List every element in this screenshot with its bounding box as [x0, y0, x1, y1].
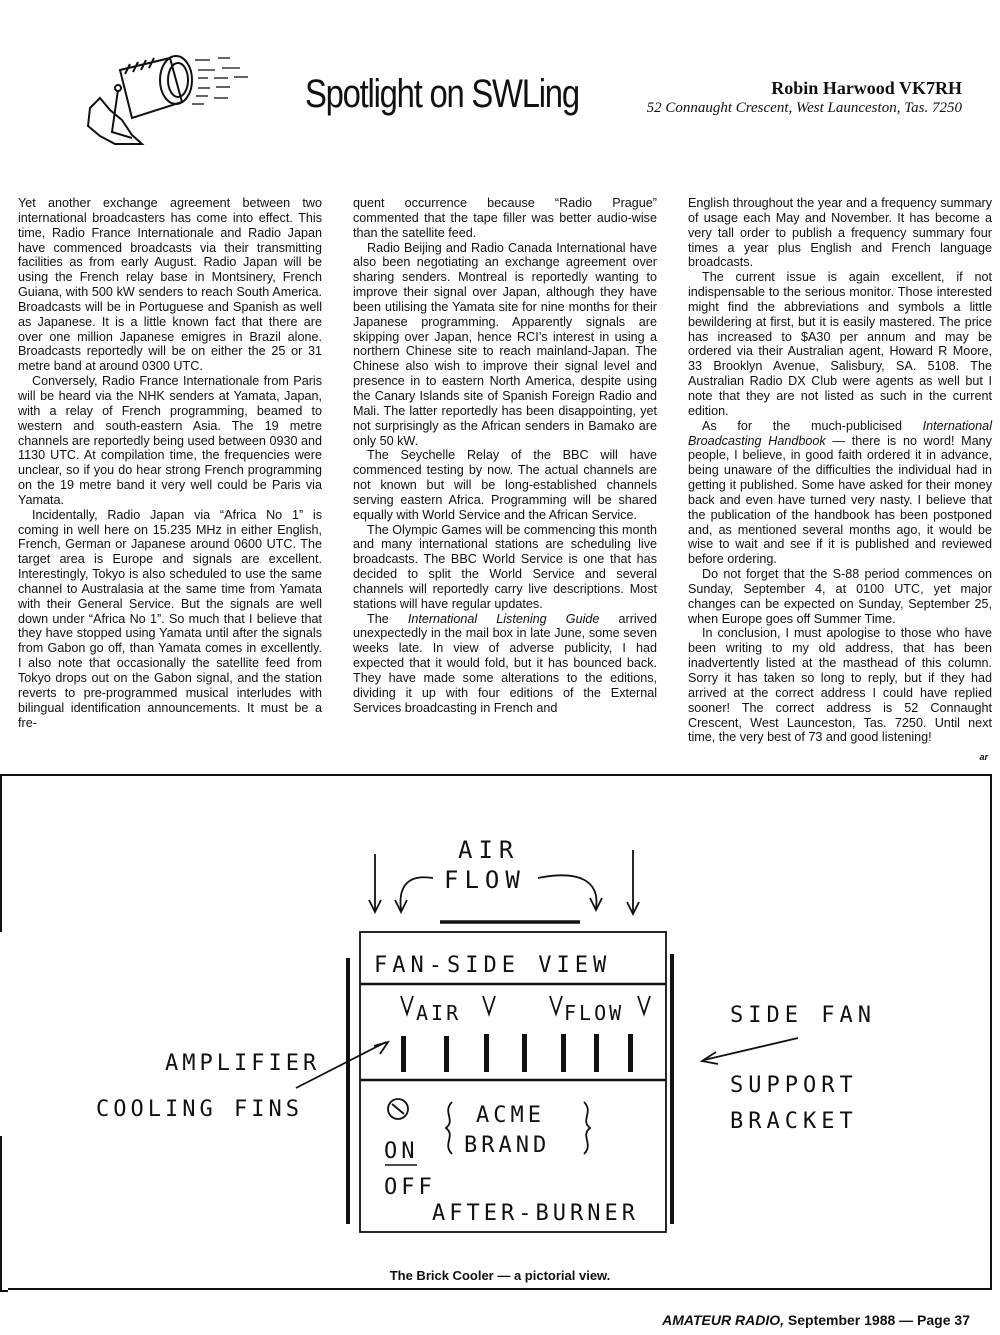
inner-flow-label: FLOW [564, 1001, 625, 1025]
cooling-fin [444, 1036, 449, 1072]
end-mark: ar [979, 752, 988, 762]
paragraph: The Seychelle Relay of the BBC will have commenced testing by now. The actual channels are not known but will be long-established channels serving eastern Africa. Programming will be shared equally with World Service and the African Service. [353, 448, 657, 522]
paragraph: quent occurrence because “Radio Prague” commented that the tape filler was better audio-wise than the satellite feed. [353, 196, 657, 240]
article-body [18, 196, 992, 756]
article-column-3 [688, 196, 992, 745]
paragraph: Yet another exchange agreement between two international broadcasters has come into effect. This time, Radio France Internationale and Radio Japan have commenced broadcasts via their transmitting facilities as from early August. Radio Japan will be using the French relay base in Montsinery, French Guiana, with 500 kW senders to reach South America. Broadcasts will be in Portuguese and Spanish as well as Japanese. It is a little known fact that there are over one million Japanese emigres in Brazil alone. Broadcasts reportedly will be on either the 25 or 31 metre band at around 0300 UTC. [18, 196, 322, 374]
after-burner-label: AFTER-BURNER [432, 1201, 639, 1226]
author-address: 52 Connaught Crescent, West Launceston, Tas. 7250 [646, 100, 962, 116]
fan-side-view-label: FAN-SIDE VIEW [374, 953, 612, 978]
spotlight-logo-icon [70, 40, 260, 150]
off-label: OFF [384, 1175, 436, 1200]
amplifier-label: AMPLIFIER [165, 1051, 321, 1076]
figure-frame-tab-top [0, 774, 8, 932]
cooling-fins-label: COOLING FINS [96, 1097, 303, 1122]
brick-cooler-diagram [8, 776, 990, 1256]
column-title: Spotlight on SWLing [305, 72, 579, 116]
paragraph: Do not forget that the S-88 period commences on Sunday, September 4, at 0100 UTC, yet major changes can be expected on Sunday, September 25, when Europe goes off Summer Time. [688, 567, 992, 626]
cooling-fin [522, 1034, 527, 1072]
flow-label: FLOW [444, 866, 526, 894]
text: The [367, 611, 408, 626]
bracket-label: BRACKET [730, 1109, 858, 1134]
inner-arrow-1 [401, 996, 413, 1014]
support-label: SUPPORT [730, 1073, 858, 1098]
article-column-1 [18, 196, 322, 730]
bracket-pointer [704, 1038, 798, 1060]
paragraph: Incidentally, Radio Japan via “Africa No 1” is coming in well here on 15.235 MHz in either English, French, German or Japanese around 0600 UTC. The target area is Europe and signals are excellent. Interestingly, Tokyo is also scheduled to use the same channel to Australasia at the same time from Yamata with their General Service. But the signals are well down under “Africa No 1”. So much that I believe that they have stopped using Yamata until after the signals from Gabon go off, than Yamata comes in excellently. I also note that occasionally the satellite feed from Tokyo drops out on the Gabon signal, and the station reverts to pre-programmed musical interludes with bilingual identification announcements. It must be a fre- [18, 507, 322, 730]
paragraph: The current issue is again excellent, if not indispensable to the serious monitor. Those interested might find the abbreviations and symbols a little bewildering at first, but it is easily mastered. The price has increased to $A30 per annum and may be ordered via their Australian agent, Howard R Moore, 33 Brooklyn Avenue, Salisbury, SA. 5108. The Australian Radio DX Club were agents as well but I note that they are not listed as such in the current edition. [688, 270, 992, 418]
issue-page: September 1988 — Page 37 [784, 1312, 970, 1328]
paragraph: Radio Beijing and Radio Canada International have also been negotiating an exchange agreement over sharing senders. Montreal is reportedly wanting to improve their signal over Japan, although they have been utilising the Yamata site for nine months for their Japanese programming. Apparently signals are skipping over Japan, hence RCI’s interest in using a northern Chinese site to reach mainland-Japan. The Chinese also wish to improve their signal level and presence in to eastern North America, despite using the Canary Islands site of Spanish Foreign Radio and Mali. The latter reportedly has been disappointing, yet not surprisingly as the African senders in Bamako are only 50 kW. [353, 240, 657, 448]
text: arrived unexpectedly in the mail box in late June, some seven weeks late. In view of adverse publicity, I had expected that it would fold, but it has bounced back. They have made some alterations to the editions, dividing it up with four editions of the External Services broadcasting in French and [353, 611, 657, 715]
cooling-fin [628, 1034, 633, 1072]
article-column-2 [353, 196, 657, 716]
inner-arrow-3 [550, 996, 562, 1014]
text: — there is no word! Many people, I believe, in good faith ordered it in advance, being unaware of the difficulties the individual had in getting it published. Some have asked for their money back and even have turned very nasty. I believe that the publication of the handbook has been postponed and, as mentioned several months ago, it would be wise to wait and see if it is published and reviewed before ordering. [688, 433, 992, 567]
brace-right [584, 1102, 590, 1154]
publication-title: International Listening Guide [407, 611, 600, 626]
cooling-fin [561, 1034, 566, 1072]
page-footer [662, 1312, 970, 1328]
brace-left [446, 1102, 452, 1154]
curved-arrow-right [538, 875, 596, 908]
inner-arrow-2 [483, 996, 495, 1014]
on-label: ON [384, 1139, 419, 1164]
author-name: Robin Harwood VK7RH [771, 78, 962, 98]
inner-air-label: AIR [416, 1001, 462, 1025]
cooling-fin [484, 1034, 489, 1072]
inner-arrow-4 [638, 996, 650, 1014]
paragraph: In conclusion, I must apologise to those who have been writing to my old address, that has been inadvertently listed at the masthead of this column. Sorry it has taken so long to reply, but if they had arrived at the correct address I could have replied sooner! The correct address is 52 Connaught Crescent, West Launceston, Tas. 7250. Until next time, the very best of 73 and good listening! [688, 626, 992, 745]
paragraph [688, 419, 992, 567]
paragraph: The Olympic Games will be commencing this month and many international stations are scheduling live broadcasts. The BBC World Service is one that has decided to split the World Service and several channels will reportedly carry live descriptions. Most stations will have regular updates. [353, 522, 657, 611]
paragraph: Conversely, Radio France Internationale from Paris will be heard via the NHK senders at Yamata, Japan, with a relay of French programming, beamed to western and south-eastern Asia. The 19 metre channels are reportedly being used between 0930 and 1130 UTC. At compilation time, the frequencies were unclear, so if you do hear strong French programming on the 19 metre band it very well could be Paris via Yamata. [18, 374, 322, 507]
paragraph [353, 612, 657, 716]
cooling-fin [594, 1034, 599, 1072]
brand-label: BRAND [464, 1133, 551, 1158]
publication-title: International Broadcasting Handbook [688, 418, 992, 448]
side-fan-label: SIDE FAN [730, 1003, 876, 1028]
figure-caption: The Brick Cooler — a pictorial view. [389, 1268, 611, 1283]
text: As for the much-publicised [702, 418, 923, 433]
acme-label: ACME [476, 1103, 545, 1128]
cooling-fin [401, 1036, 406, 1072]
air-label: AIR [458, 836, 520, 864]
paragraph: English throughout the year and a frequency summary of usage each May and November. It has become a very tall order to publish a frequency summary four times a year plus English and French language broadcasts. [688, 196, 992, 270]
cooling-fins [401, 1034, 633, 1072]
knob-indicator [392, 1104, 404, 1114]
magazine-name: AMATEUR RADIO, [662, 1312, 784, 1328]
